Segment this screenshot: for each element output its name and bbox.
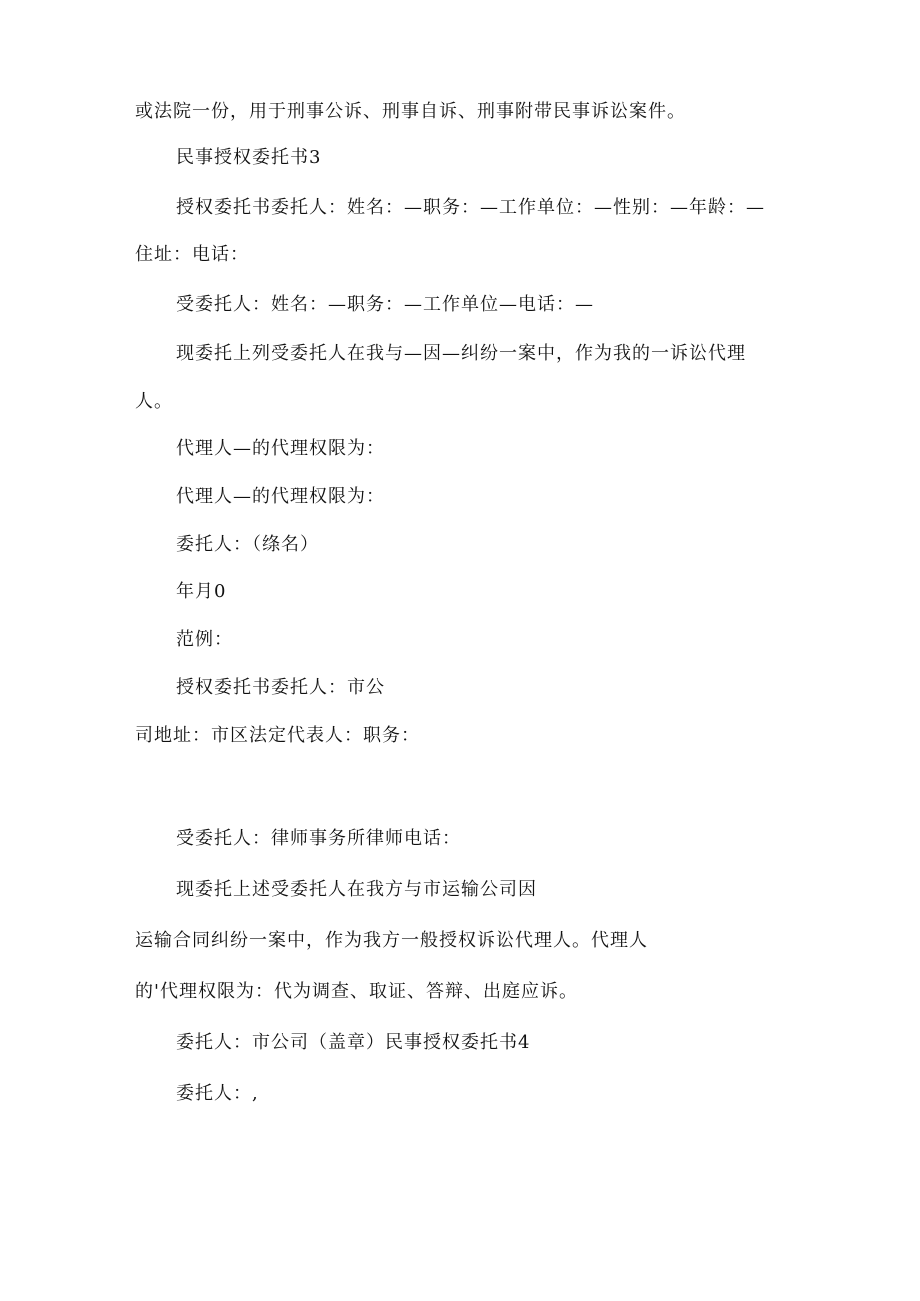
- paragraph-line: 或法院一份，用于刑事公诉、刑事自诉、刑事附带民事诉讼案件。: [135, 101, 686, 122]
- paragraph-line: 住址：电话：: [135, 244, 249, 265]
- paragraph-line: 授权委托书委托人：姓名：—职务：—工作单位：—性别：—年龄：—: [176, 197, 765, 218]
- paragraph-line: 受委托人：姓名：—职务：—工作单位—电话：—: [176, 294, 594, 315]
- paragraph-line: 范例：: [176, 629, 233, 650]
- paragraph-line: 代理人—的代理权限为：: [176, 438, 385, 459]
- paragraph-line: 代理人—的代理权限为：: [176, 486, 385, 507]
- paragraph-line: 的'代理权限为：代为调查、取证、答辩、出庭应诉。: [135, 981, 578, 1002]
- paragraph-line: 委托人：,: [176, 1083, 259, 1104]
- paragraph-line: 人。: [135, 391, 173, 412]
- section-heading: 民事授权委托书3: [176, 147, 322, 168]
- paragraph-line: 年月0: [176, 581, 227, 602]
- paragraph-line: 委托人：市公司（盖章）民事授权委托书4: [176, 1032, 531, 1053]
- paragraph-line: 授权委托书委托人：市公: [176, 677, 385, 698]
- paragraph-line: 现委托上列受委托人在我与—因—纠纷一案中，作为我的一诉讼代理: [176, 343, 746, 364]
- paragraph-line: 运输合同纠纷一案中，作为我方一般授权诉讼代理人。代理人: [135, 930, 648, 951]
- paragraph-line: 司地址：市区法定代表人：职务：: [135, 725, 420, 746]
- paragraph-line: 受委托人：律师事务所律师电话：: [176, 828, 461, 849]
- paragraph-line: 委托人：（绦名）: [176, 534, 319, 555]
- paragraph-line: 现委托上述受委托人在我方与市运输公司因: [176, 879, 537, 900]
